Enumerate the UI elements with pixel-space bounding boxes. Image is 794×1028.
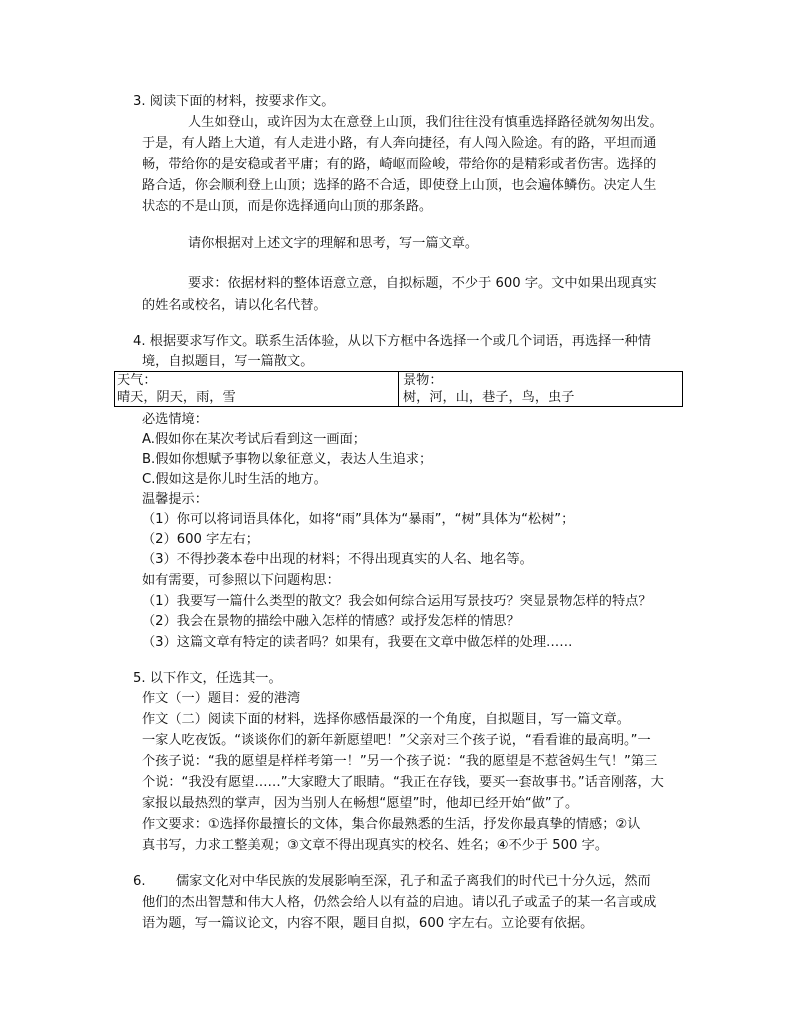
q5-story-line-3: 个说：“我没有愿望……”大家瞪大了眼睛。“我正在存钱，要买一套故事书。”话音刚落，大 (142, 775, 664, 790)
q5-requirement-line-2: 真书写，力求工整美观；③文章不得出现真实的校名、姓名；④不少于 500 字。 (142, 838, 609, 853)
q3-para-line-4: 路合适，你会顺利登上山顶；选择的路不合适，即使登上山顶，也会遍体鳞伤。决定人生 (142, 178, 657, 193)
weather-words: 晴天，阴天，雨，雪 (117, 390, 236, 405)
word-choice-table (114, 371, 683, 407)
tips-title: 温馨提示： (142, 492, 208, 507)
q3-requirement-line-2: 的姓名或校名，请以化名代替。 (142, 298, 327, 313)
situations-title: 必选情境： (142, 412, 208, 427)
q6-line-1: 儒家文化对中华民族的发展影响至深，孔子和孟子离我们的时代已十分久远，然而 (176, 874, 651, 889)
idea-3: （3）这篇文章有特定的读者吗？如果有，我要在文章中做怎样的处理…… (142, 635, 573, 650)
q3-requirement-line-1: 要求：依据材料的整体语意立意，自拟标题，不少于 600 字。文中如果出现真实 (188, 276, 657, 291)
tip-2: （2）600 字左右； (142, 532, 259, 547)
q4-heading-line-2: 境，自拟题目，写一篇散文。 (142, 354, 314, 369)
q3-para-line-2: 于是，有人踏上大道，有人走进小路，有人奔向捷径，有人闯入险途。有的路，平坦而通 (142, 136, 657, 151)
q3-prompt: 请你根据对上述文字的理解和思考，写一篇文章。 (188, 236, 479, 251)
situation-c: C.假如这是你儿时生活的地方。 (142, 472, 327, 487)
scenery-words: 树，河，山，巷子，鸟，虫子 (403, 390, 575, 405)
situation-a: A.假如你在某次考试后看到这一画面； (142, 432, 366, 447)
q4-heading-line-1: 4. 根据要求写作文。联系生活体验，从以下方框中各选择一个或几个词语，再选择一种情 (133, 334, 651, 349)
q3-para-line-1: 人生如登山，或许因为太在意登上山顶，我们往往没有慎重选择路径就匆匆出发。 (188, 115, 663, 130)
q5-heading: 5. 以下作文，任选其一。 (133, 671, 282, 686)
q6-line-2: 他们的杰出智慧和伟大人格，仍然会给人以有益的启迪。请以孔子或孟子的某一名言或成 (142, 895, 657, 910)
q3-para-line-3: 畅，带给你的是安稳或者平庸；有的路，崎岖而险峻，带给你的是精彩或者伤害。选择的 (142, 157, 657, 172)
q5-story-line-2: 个孩子说：“我的愿望是样样考第一！”另一个孩子说：“我的愿望是不惹爸妈生气！”第三 (142, 754, 658, 769)
tip-1: （1）你可以将词语具体化，如将“雨”具体为“暴雨”，“树”具体为“松树”； (142, 512, 575, 527)
weather-header: 天气： (117, 373, 157, 388)
q3-heading: 3. 阅读下面的材料，按要求作文。 (133, 94, 335, 109)
q6-line-3: 语为题，写一篇议论文，内容不限，题目自拟，600 字左右。立论要有依据。 (142, 916, 594, 931)
ideas-title: 如有需要，可参照以下问题构思： (142, 573, 340, 588)
q6-number: 6. (133, 874, 146, 889)
q5-story-line-4: 家报以最热烈的掌声，因为当别人在畅想“愿望”时，他却已经开始“做”了。 (142, 796, 579, 811)
situation-b: B.假如你想赋予事物以象征意义，表达人生追求； (142, 452, 433, 467)
q3-para-line-5: 状态的不是山顶，而是你选择通向山顶的那条路。 (142, 199, 433, 214)
table-divider (398, 372, 399, 406)
q5-story-line-1: 一家人吃夜饭。“谈谈你们的新年新愿望吧！”父亲对三个孩子说，“看看谁的最高明。”一 (142, 733, 651, 748)
idea-1: （1）我要写一篇什么类型的散文？我会如何综合运用写景技巧？突显景物怎样的特点？ (142, 594, 652, 609)
q5-option-2: 作文（二）阅读下面的材料，选择你感悟最深的一个角度，自拟题目，写一篇文章。 (142, 712, 630, 727)
idea-2: （2）我会在景物的描绘中融入怎样的情感？或抒发怎样的情思？ (142, 614, 520, 629)
tip-3: （3）不得抄袭本卷中出现的材料；不得出现真实的人名、地名等。 (142, 552, 533, 567)
q5-requirement-line-1: 作文要求：①选择你最擅长的文体，集合你最熟悉的生活，抒发你最真挚的情感；②认 (142, 817, 641, 832)
q5-option-1: 作文（一）题目：爱的港湾 (142, 691, 301, 706)
scenery-header: 景物： (403, 373, 443, 388)
